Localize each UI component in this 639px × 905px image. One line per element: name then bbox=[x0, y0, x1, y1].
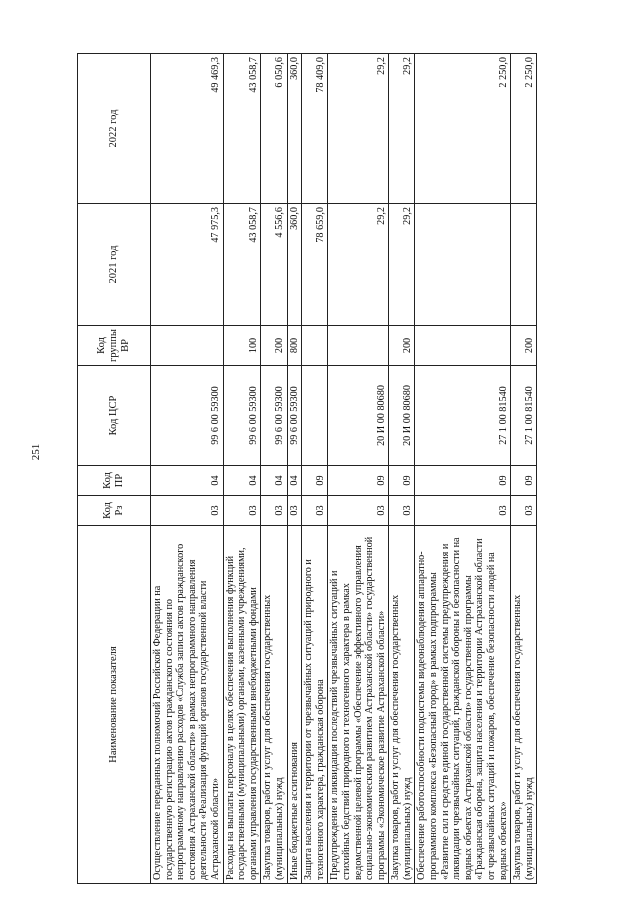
cell-vr: 200 bbox=[261, 326, 287, 366]
cell-y2022: 2 250,0 bbox=[511, 54, 537, 204]
cell-csr: 99 6 00 59300 bbox=[151, 366, 224, 466]
cell-y2022: 49 469,3 bbox=[151, 54, 224, 204]
cell-y2021 bbox=[511, 204, 537, 326]
cell-pr: 09 bbox=[389, 466, 415, 496]
cell-vr bbox=[151, 326, 224, 366]
cell-pr: 09 bbox=[328, 466, 389, 496]
header-pr: Код ПР bbox=[78, 466, 151, 496]
cell-y2022: 29,2 bbox=[328, 54, 389, 204]
rotated-page bbox=[77, 54, 563, 884]
header-2021: 2021 год bbox=[78, 204, 151, 326]
header-csr: Код ЦСР bbox=[78, 366, 151, 466]
cell-rz: 03 bbox=[328, 496, 389, 526]
cell-name: Расходы на выплаты персоналу в целях обеспечения выполнения функций государственными (муниципальными) органами, казенными учреждениями, органами управления государственными внебюджетными фондами bbox=[223, 526, 261, 884]
cell-rz: 03 bbox=[287, 496, 302, 526]
cell-y2021: 43 058,7 bbox=[223, 204, 261, 326]
page-number: 251 bbox=[30, 443, 42, 461]
table-row bbox=[511, 54, 537, 884]
cell-name: Обеспечение работоспособности подсистемы видеонаблюдения аппаратно-программного комплекса «Безопасный город» в рамках подпрограммы «Развитие сил и средств единой государственной системы предупреждения и ликвидации чрезвычайных ситуаций, гражданской обороны и безопасности на водных объектах Астраханской области» государственной программы «Гражданская оборона, защита населения и территории Астраханской области от чрезвычайных ситуаций и пожаров, обеспечение безопасности людей на водных объектах» bbox=[415, 526, 511, 884]
cell-pr: 04 bbox=[287, 466, 302, 496]
table-row bbox=[302, 54, 328, 884]
cell-vr bbox=[328, 326, 389, 366]
cell-vr bbox=[415, 326, 511, 366]
cell-y2022: 29,2 bbox=[389, 54, 415, 204]
table-row bbox=[261, 54, 287, 884]
cell-name: Закупка товаров, работ и услуг для обеспечения государственных (муниципальных) нужд bbox=[389, 526, 415, 884]
cell-pr: 09 bbox=[415, 466, 511, 496]
cell-name: Защита населения и территории от чрезвычайных ситуаций природного и техногенного характера, гражданская оборона bbox=[302, 526, 328, 884]
cell-vr: 200 bbox=[511, 326, 537, 366]
table-header-row bbox=[78, 54, 151, 884]
cell-y2021: 29,2 bbox=[389, 204, 415, 326]
cell-y2022: 6 050,6 bbox=[261, 54, 287, 204]
cell-csr: 27 1 00 81540 bbox=[415, 366, 511, 466]
table-row bbox=[287, 54, 302, 884]
cell-rz: 03 bbox=[151, 496, 224, 526]
cell-vr: 200 bbox=[389, 326, 415, 366]
cell-name: Осуществление переданных полномочий Российской Федерации на государственную регистрацию актов гражданского состояния по непрограммному направлению расходов «Служба записи актов гражданского состояния Астраханской области» в рамках непрограммного направления деятельности «Реализация функций органов государственной власти Астраханской области» bbox=[151, 526, 224, 884]
table-row bbox=[328, 54, 389, 884]
cell-rz: 03 bbox=[223, 496, 261, 526]
header-name: Наименование показателя bbox=[78, 526, 151, 884]
table-row bbox=[389, 54, 415, 884]
cell-rz: 03 bbox=[261, 496, 287, 526]
header-vr: Код группы ВР bbox=[78, 326, 151, 366]
cell-y2022: 360,0 bbox=[287, 54, 302, 204]
cell-csr: 20 И 00 80680 bbox=[328, 366, 389, 466]
cell-vr bbox=[302, 326, 328, 366]
cell-csr: 27 1 00 81540 bbox=[511, 366, 537, 466]
table-row bbox=[151, 54, 224, 884]
cell-y2022: 78 409,0 bbox=[302, 54, 328, 204]
cell-csr: 99 6 00 59300 bbox=[223, 366, 261, 466]
header-rz: Код Рз bbox=[78, 496, 151, 526]
cell-pr: 04 bbox=[151, 466, 224, 496]
cell-pr: 09 bbox=[302, 466, 328, 496]
cell-name: Предупреждение и ликвидация последствий чрезвычайных ситуаций и стихийных бедствий природного и техногенного характера в рамках ведомственной целевой программы «Обеспечение эффективного управления социально-экономическим развитием Астраханской области» государственной программы «Экономическое развитие Астраханской области» bbox=[328, 526, 389, 884]
cell-vr: 800 bbox=[287, 326, 302, 366]
cell-y2022: 43 058,7 bbox=[223, 54, 261, 204]
table-row bbox=[223, 54, 261, 884]
cell-y2021 bbox=[415, 204, 511, 326]
cell-vr: 100 bbox=[223, 326, 261, 366]
cell-csr: 20 И 00 80680 bbox=[389, 366, 415, 466]
cell-rz: 03 bbox=[511, 496, 537, 526]
cell-pr: 04 bbox=[223, 466, 261, 496]
cell-rz: 03 bbox=[389, 496, 415, 526]
cell-rz: 03 bbox=[415, 496, 511, 526]
cell-pr: 09 bbox=[511, 466, 537, 496]
cell-y2021: 4 556,6 bbox=[261, 204, 287, 326]
cell-y2021: 29,2 bbox=[328, 204, 389, 326]
cell-name: Закупка товаров, работ и услуг для обеспечения государственных (муниципальных) нужд bbox=[261, 526, 287, 884]
cell-name: Закупка товаров, работ и услуг для обеспечения государственных (муниципальных) нужд bbox=[511, 526, 537, 884]
cell-y2021: 78 659,0 bbox=[302, 204, 328, 326]
table-body bbox=[151, 54, 537, 884]
cell-pr: 04 bbox=[261, 466, 287, 496]
cell-y2021: 47 975,3 bbox=[151, 204, 224, 326]
cell-y2021: 360,0 bbox=[287, 204, 302, 326]
cell-csr: 99 6 00 59300 bbox=[261, 366, 287, 466]
cell-rz: 03 bbox=[302, 496, 328, 526]
cell-csr: 99 6 00 59300 bbox=[287, 366, 302, 466]
cell-y2022: 2 250,0 bbox=[415, 54, 511, 204]
header-2022: 2022 год bbox=[78, 54, 151, 204]
budget-table bbox=[77, 53, 537, 884]
table-row bbox=[415, 54, 511, 884]
cell-name: Иные бюджетные ассигнования bbox=[287, 526, 302, 884]
cell-csr bbox=[302, 366, 328, 466]
